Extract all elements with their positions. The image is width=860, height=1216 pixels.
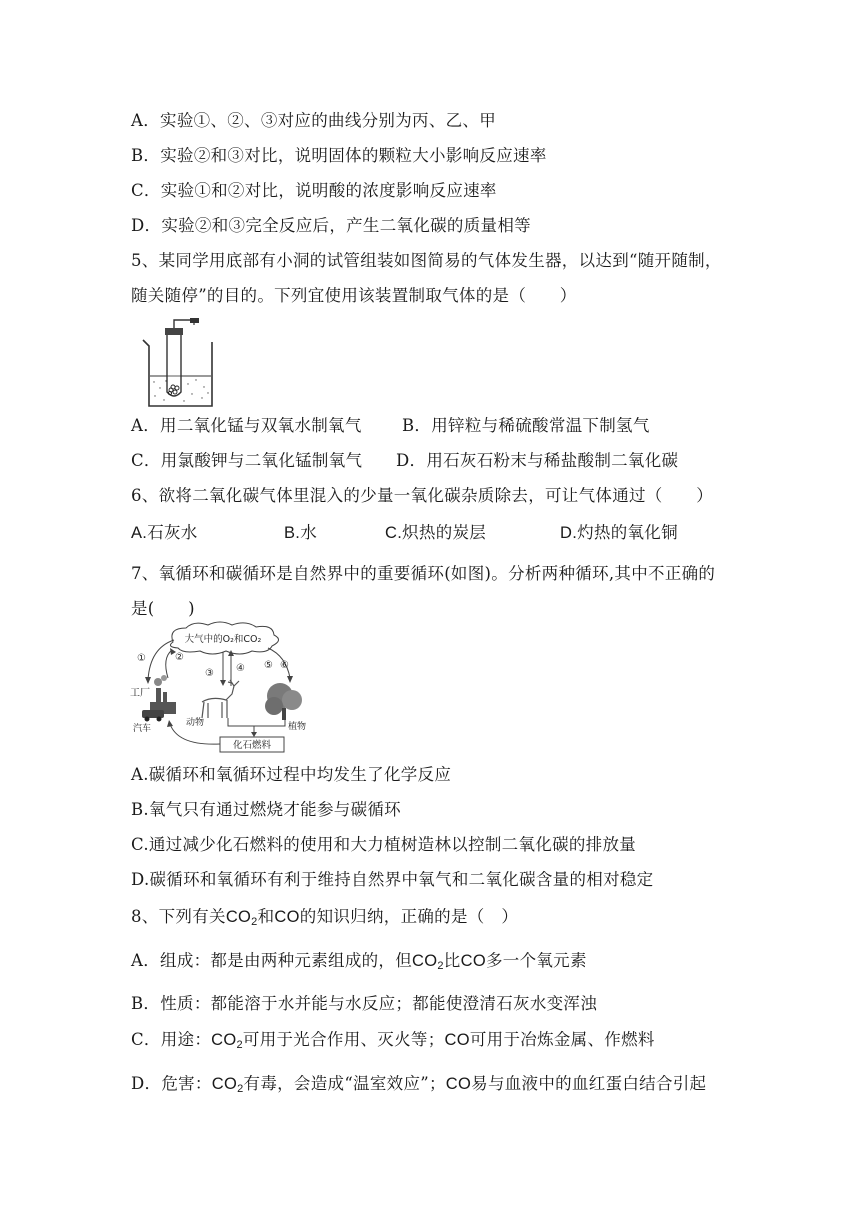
q4-option-c: C．实验①和②对比，说明酸的浓度影响反应速率	[131, 181, 497, 200]
q8-option-d: D．危害：$CO_2$有毒，会造成“温室效应”；CO易与血液中的血红蛋白结合引起	[131, 1074, 707, 1095]
q7-option-b: B.氧气只有通过燃烧才能参与碳循环	[131, 800, 401, 819]
formula-co2: $CO_2$	[211, 1031, 243, 1051]
formula-co: CO	[444, 1031, 470, 1049]
q5-option-b: B．用锌粒与稀硫酸常温下制氢气	[402, 416, 650, 435]
q6-option-c: C.炽热的炭层	[385, 524, 487, 542]
formula-co2: $CO_2$	[211, 1075, 244, 1095]
label-5: ⑤	[264, 660, 273, 671]
q5-stem-line1: 5、某同学用底部有小洞的试管组装如图简易的气体发生器，以达到“随开随制，	[131, 251, 722, 270]
formula-co: CO	[274, 908, 300, 926]
formula-co: CO	[460, 952, 486, 970]
q7-option-c: C.通过减少化石燃料的使用和大力植树造林以控制二氧化碳的排放量	[131, 835, 637, 854]
q8-option-b: B．性质：都能溶于水并能与水反应；都能使澄清石灰水变浑浊	[131, 994, 598, 1013]
label-4: ④	[236, 663, 245, 674]
formula-co2: $CO_2$	[412, 952, 444, 972]
q5-stem-line2: 随关随停”的目的。下列宜使用该装置制取气体的是（ ）	[131, 286, 577, 305]
fossil-fuel-label: 化石燃料	[232, 740, 272, 751]
q8-option-c: C．用途：$CO_2$可用于光合作用、灭火等；CO可用于冶炼金属、作燃料	[131, 1030, 655, 1051]
q4-option-d: D．实验②和③完全反应后，产生二氧化碳的质量相等	[131, 216, 531, 235]
q7-stem-line2: 是( )	[131, 599, 195, 618]
q4-option-a: A．实验①、②、③对应的曲线分别为丙、乙、甲	[131, 111, 497, 130]
q5-option-c: C．用氯酸钾与二氧化锰制氧气	[131, 451, 363, 470]
animal-label: 动物	[186, 718, 205, 728]
cloud-label: 大气中的O₂和CO₂	[184, 634, 262, 645]
q8-option-a: A．组成：都是由两种元素组成的，但$CO_2$比CO多一个氧元素	[131, 951, 587, 972]
q7-stem-line1: 7、氧循环和碳循环是自然界中的重要循环(如图)。分析两种循环,其中不正确的	[131, 564, 716, 583]
label-2: ②	[175, 652, 184, 663]
q7-option-a: A.碳循环和氧循环过程中均发生了化学反应	[131, 765, 452, 784]
label-3: ③	[205, 668, 214, 679]
formula-co: CO	[445, 1075, 472, 1093]
q7-option-d: D.碳循环和氧循环有利于维持自然界中氧气和二氧化碳含量的相对稳定	[131, 870, 654, 889]
carbon-oxygen-cycle-diagram	[128, 620, 338, 755]
q6-option-b: B.水	[284, 524, 317, 542]
gas-generator-figure	[140, 318, 220, 410]
plant-label: 植物	[288, 722, 307, 732]
q6-stem: 6、欲将二氧化碳气体里混入的少量一氧化碳杂质除去，可让气体通过（ ）	[131, 486, 713, 505]
q5-option-d: D．用石灰石粉末与稀盐酸制二氧化碳	[396, 451, 679, 470]
q4-option-b: B．实验②和③对比，说明固体的颗粒大小影响反应速率	[131, 146, 547, 165]
label-1: ①	[137, 653, 146, 664]
q6-option-d: D.灼热的氧化铜	[560, 524, 678, 542]
car-label: 汽车	[133, 724, 152, 734]
label-6: ⑥	[280, 660, 289, 671]
formula-co2: $CO_2$	[225, 908, 258, 928]
factory-label: 工厂	[130, 688, 150, 699]
q5-option-a: A．用二氧化锰与双氧水制氧气	[131, 416, 362, 435]
q8-stem: 8、下列有关$CO_2$和CO的知识归纳，正确的是（ ）	[131, 907, 519, 928]
q6-option-a: A.石灰水	[131, 524, 198, 542]
